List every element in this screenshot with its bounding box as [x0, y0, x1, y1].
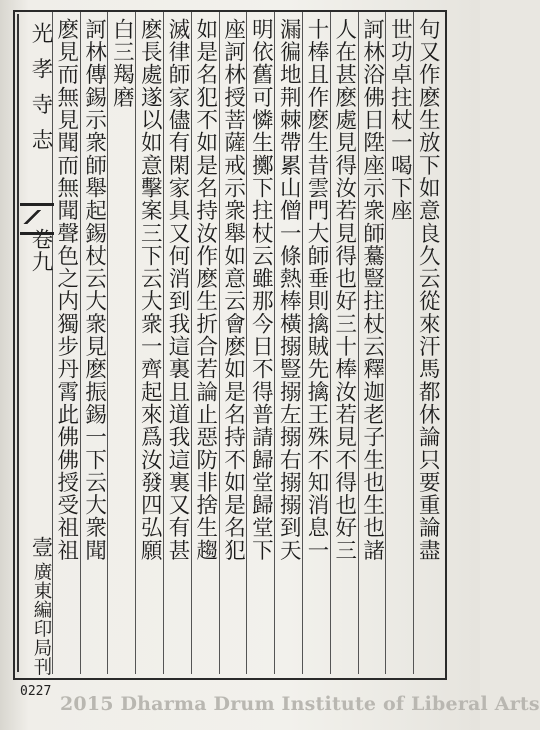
column-text: 訶林傳錫示衆師舉起錫杖云大衆見麽振錫一下云大衆聞 — [81, 18, 107, 562]
text-column — [386, 18, 412, 222]
text-column — [164, 18, 190, 562]
text-column — [275, 18, 301, 562]
column-text: 人在甚麽處見得汝若見得也好三十棒汝若見不得也好三 — [331, 18, 357, 562]
text-column — [331, 18, 357, 562]
text-column — [247, 18, 273, 562]
column-text: 白三羯磨 — [109, 18, 135, 109]
column-rule — [107, 12, 108, 674]
column-text: 座訶林授菩薩戒示衆舉如意云會麽如是名持不如是名犯 — [220, 18, 246, 562]
text-column — [53, 18, 79, 562]
fold-publisher-text: 廣東編印局刊 — [31, 562, 52, 676]
column-text: 漏徧地荆棘帶累山僧一條熱棒橫搦豎搦左搦右搦搦到天 — [276, 18, 302, 562]
text-column — [303, 18, 329, 562]
column-text: 如是名犯不如是名持汝作麽生折合若論止惡防非捨生趨 — [192, 18, 218, 562]
fold-margin — [19, 14, 57, 676]
column-text: 世功卓拄杖一喝下座 — [387, 18, 413, 222]
column-text: 十棒且作麽生昔雲門大師垂則擒賊先擒王殊不知消息一 — [304, 18, 329, 562]
column-text: 麽長處遂以如意擊案三下云大衆一齊起來爲汝發四弘願 — [137, 18, 163, 562]
text-column — [108, 18, 134, 109]
text-column — [220, 18, 246, 562]
fold-volume-text: 卷九 — [28, 228, 53, 274]
fold-title-text: 光孝寺志 — [28, 22, 53, 164]
text-column — [414, 18, 440, 562]
text-column — [359, 18, 385, 562]
watermark: 2015 Dharma Drum Institute of Liberal Arts — [60, 693, 540, 715]
column-text: 滅律師家儘有閑家具又何消到我這裏且道我這裏又有甚 — [165, 18, 190, 562]
text-column — [136, 18, 162, 562]
text-column — [81, 18, 107, 562]
fold-page-number-text: 壹 — [28, 536, 53, 559]
text-column — [192, 18, 218, 562]
fold-publisher — [23, 562, 53, 676]
fold-page-number — [23, 536, 53, 559]
fold-title — [23, 22, 53, 164]
column-text: 句又作麽生放下如意良久云從來汗馬都休論只要重論盡 — [415, 18, 441, 562]
fold-fishtail-icon — [20, 203, 54, 235]
column-text: 麽見而無見聞而無聞聲色之内獨步丹霄此佛佛授受祖祖 — [53, 18, 79, 562]
page-id: 0227 — [20, 684, 52, 699]
column-text: 訶林浴佛日陞座示衆師驀豎拄杖云釋迦老子生也生也諸 — [359, 18, 385, 562]
column-text: 明依舊可憐生擲下拄杖云雖那今日不得普請歸堂歸堂下 — [248, 18, 274, 562]
